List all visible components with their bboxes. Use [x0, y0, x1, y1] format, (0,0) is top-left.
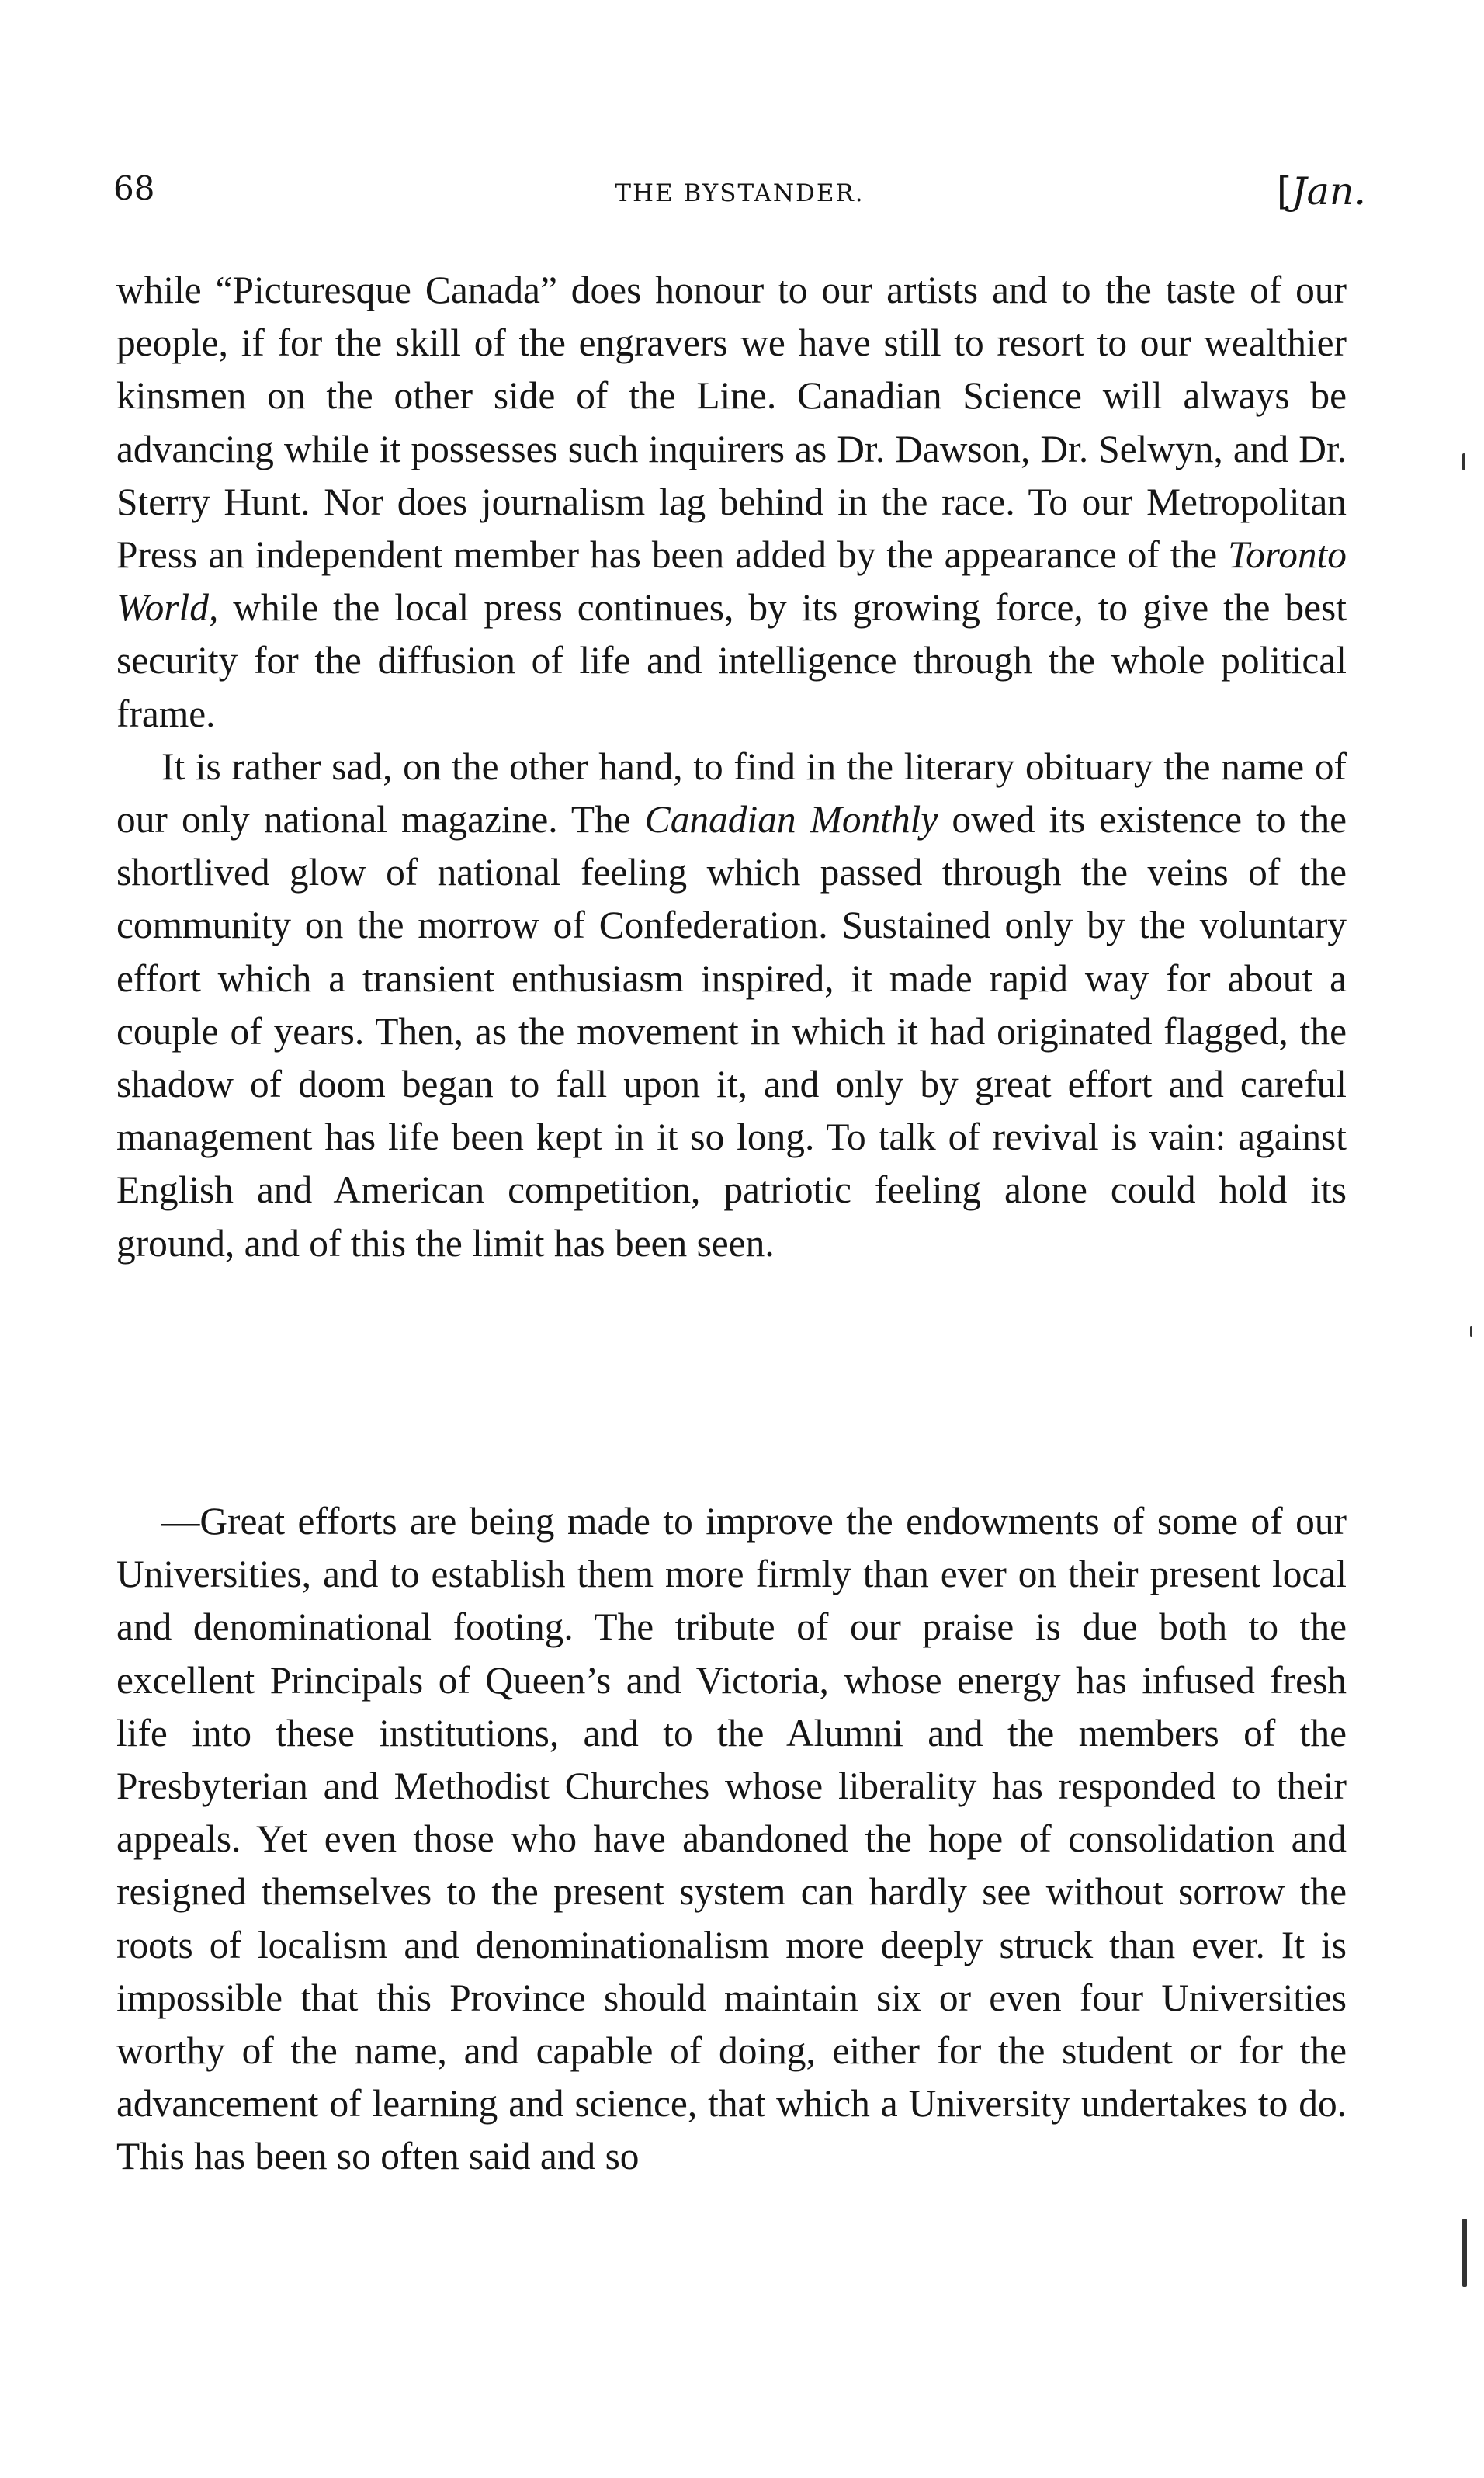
- running-title: THE BYSTANDER.: [615, 179, 865, 207]
- text-section-1: [116, 264, 1347, 1270]
- page-number: 68: [113, 169, 155, 207]
- paragraph-text: owed its existence to the shortlived glow of national feeling which passed through the veins of the community on the morrow of Confederation. Sustained only by the voluntary effort which a transient enthusiasm inspired, it made rapid way for about a couple of years. Then, as the movement in which it had originated flagged, the shadow of doom began to fall upon it, and only by great effort and careful management has life been kept in it so long. To talk of revival is vain: against English and American competition, patriotic feeling alone could hold its ground, and of this the limit has been seen.: [116, 798, 1347, 1265]
- margin-speck: [1462, 453, 1465, 470]
- running-date: [1276, 169, 1366, 213]
- margin-speck: [1462, 2219, 1467, 2287]
- italic-title-toronto-world: Toronto World,: [116, 533, 1347, 630]
- paragraph-picturesque-canada: [116, 264, 1347, 741]
- running-date-bracket: [: [1276, 169, 1292, 213]
- text-section-2: [116, 1495, 1347, 2184]
- paragraph-text: It is rather sad, on the other hand, to find in the literary obituary the name of our only national magazine. The: [116, 744, 1347, 842]
- italic-title-canadian-monthly: Canadian Monthly: [644, 798, 938, 842]
- paragraph-canadian-monthly: [116, 741, 1347, 1270]
- paragraph-text: while the local press continues, by its growing force, to give the best security for the diffusion of life and intelligence through the whole political frame.: [116, 586, 1347, 735]
- running-header: [113, 168, 1366, 230]
- paragraph-text: while “Picturesque Canada” does honour to our artists and to the taste of our people, if for the skill of the engravers we have still to resort to our wealthier kinsmen on the other side of the Line. Canadian Science will always be advancing while it possesses such inquirers as Dr. Dawson, Dr. Selwyn, and Dr. Sterry Hunt. Nor does journalism lag behind in the race. To our Metropolitan Press an independent member has been added by the appearance of the: [116, 269, 1347, 577]
- running-date-month: Jan.: [1292, 169, 1366, 213]
- margin-speck: [1470, 1326, 1472, 1337]
- paragraph-universities: —Great efforts are being made to improve the endowments of some of our Universities, and to establish them more firmly than ever on their present local and denominational footing. The tribute of our praise is due both to the excellent Principals of Queen’s and Victoria, whose energy has infused fresh life into these institutions, and to the Alumni and the members of the Presbyterian and Methodist Churches whose liberality has responded to their appeals. Yet even those who have abandoned the hope of consolidation and resigned themselves to the present system can hardly see without sorrow the roots of localism and denominationalism more deeply struck than ever. It is impossible that this Province should maintain six or even four Universities worthy of the name, and capable of doing, either for the student or for the advancement of learning and science, that which a University undertakes to do. This has been so often said and so: [116, 1500, 1347, 2178]
